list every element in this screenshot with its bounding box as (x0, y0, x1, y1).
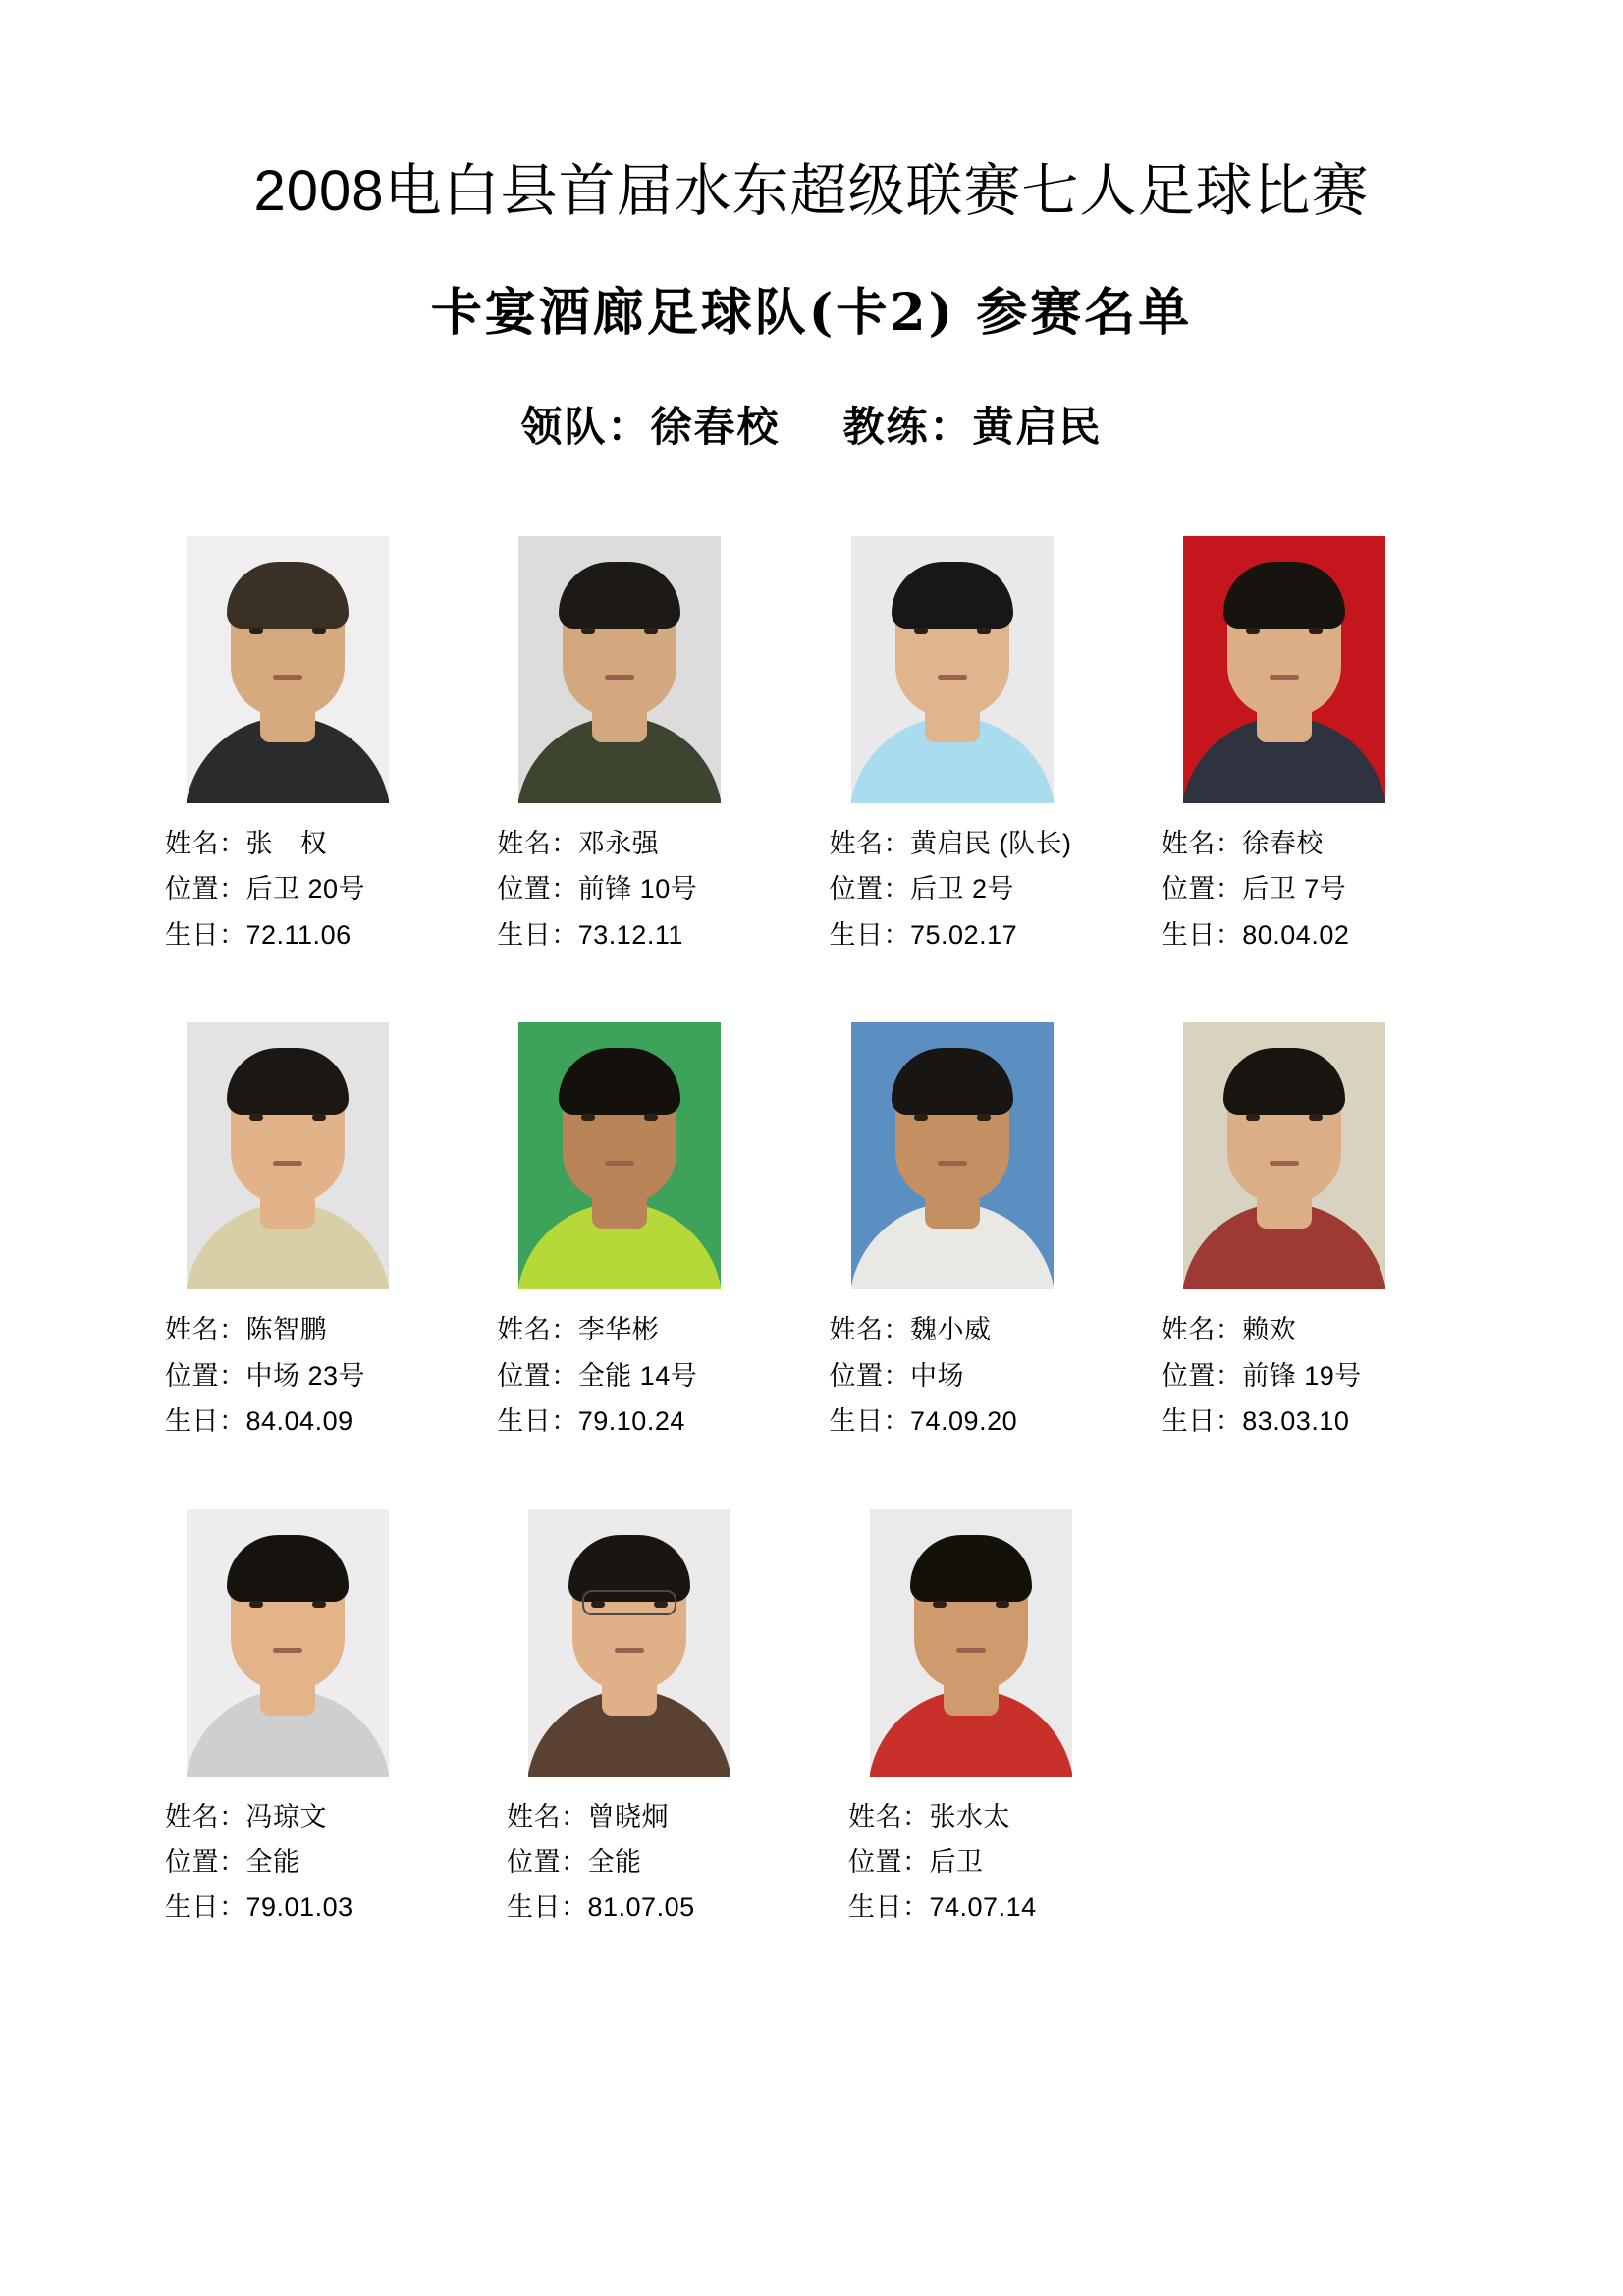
player-birthday: 73.12.11 (577, 919, 683, 950)
player-position-row (497, 866, 811, 911)
player-card (489, 1492, 831, 1931)
player-photo-wrap (840, 1492, 1172, 1777)
player-photo (187, 1509, 389, 1777)
player-birthday-row (497, 912, 811, 957)
name-label: 姓名： (829, 1315, 910, 1345)
name-label: 姓名： (507, 1801, 588, 1831)
player-position: 前锋 19号 (1242, 1360, 1362, 1391)
glasses-icon (582, 1590, 676, 1615)
player-name-row (1162, 821, 1476, 866)
player-info (1154, 821, 1476, 957)
birthday-label: 生日： (165, 1406, 246, 1437)
player-birthday-row (497, 1398, 811, 1444)
player-row (147, 1492, 1476, 1931)
player-name: 魏小威 (910, 1315, 992, 1345)
player-birthday-row (848, 1885, 1172, 1930)
team-subtitle: 卡宴酒廊足球队(卡2) 参赛名单 (430, 282, 1193, 343)
name-label: 姓名： (829, 828, 910, 858)
player-position-row (507, 1839, 831, 1885)
player-photo (518, 1022, 721, 1289)
player-birthday-row (830, 912, 1144, 957)
player-birthday: 74.09.20 (910, 1406, 1018, 1437)
player-name: 张 权 (245, 828, 327, 858)
player-name-row (165, 1307, 479, 1352)
player-position: 前锋 10号 (577, 874, 698, 904)
name-label: 姓名： (1161, 1315, 1243, 1345)
player-card (147, 519, 479, 957)
player-card (812, 1005, 1144, 1444)
coach-name: 黄启民 (972, 403, 1103, 450)
birthday-label: 生日： (1161, 919, 1243, 950)
player-birthday-row (507, 1885, 831, 1930)
leader-label: 领队： (520, 403, 651, 450)
player-birthday-row (165, 1398, 479, 1444)
player-position: 全能 (587, 1847, 642, 1878)
player-position-row (830, 866, 1144, 911)
player-birthday-row (165, 912, 479, 957)
player-photo-wrap (489, 1005, 811, 1289)
player-position-row (165, 1839, 489, 1885)
player-birthday: 81.07.05 (587, 1892, 695, 1923)
player-birthday: 83.03.10 (1242, 1406, 1350, 1437)
player-position-row (830, 1353, 1144, 1398)
player-photo-wrap (157, 519, 479, 803)
player-card (1144, 1005, 1476, 1444)
player-position: 后卫 2号 (910, 874, 1015, 904)
player-birthday: 74.07.14 (929, 1892, 1037, 1923)
birthday-label: 生日： (497, 919, 578, 950)
player-info (840, 1794, 1172, 1931)
player-photo (851, 1022, 1054, 1289)
player-photo-wrap (822, 1005, 1144, 1289)
player-birthday-row (1162, 912, 1476, 957)
player-name-row (507, 1794, 831, 1839)
player-info (489, 1307, 811, 1444)
name-label: 姓名： (165, 1801, 246, 1831)
player-row (147, 1005, 1476, 1444)
player-card (479, 1005, 811, 1444)
player-photo-wrap (822, 519, 1144, 803)
player-name-row (1162, 1307, 1476, 1352)
player-birthday: 72.11.06 (245, 919, 352, 950)
player-card (831, 1492, 1172, 1931)
player-name: 曾晓炯 (587, 1801, 669, 1831)
player-position-row (848, 1839, 1172, 1885)
player-info (1154, 1307, 1476, 1444)
birthday-label: 生日： (165, 919, 246, 950)
position-label: 位置： (829, 1360, 910, 1391)
player-photo (187, 1022, 389, 1289)
player-name-row (165, 821, 479, 866)
name-label: 姓名： (1161, 828, 1243, 858)
player-position-row (165, 866, 479, 911)
player-photo (1183, 536, 1385, 803)
player-position-row (1162, 1353, 1476, 1398)
birthday-label: 生日： (165, 1892, 246, 1923)
position-label: 位置： (497, 1360, 578, 1391)
player-info (157, 821, 479, 957)
name-label: 姓名： (165, 828, 246, 858)
player-name: 赖欢 (1242, 1315, 1297, 1345)
player-position-row (497, 1353, 811, 1398)
player-name-row (848, 1794, 1172, 1839)
player-photo (851, 536, 1054, 803)
player-photo-wrap (157, 1492, 489, 1777)
player-position: 后卫 7号 (1242, 874, 1347, 904)
position-label: 位置： (829, 874, 910, 904)
player-photo (518, 536, 721, 803)
player-card (479, 519, 811, 957)
position-label: 位置： (507, 1847, 588, 1878)
player-name-row (830, 821, 1144, 866)
player-card (1144, 519, 1476, 957)
player-card (812, 519, 1144, 957)
player-info (157, 1794, 489, 1931)
player-position: 全能 (245, 1847, 300, 1878)
birthday-label: 生日： (497, 1406, 578, 1437)
player-birthday: 80.04.02 (1242, 919, 1350, 950)
name-label: 姓名： (848, 1801, 930, 1831)
birthday-label: 生日： (848, 1892, 930, 1923)
birthday-label: 生日： (829, 1406, 910, 1437)
position-label: 位置： (165, 874, 246, 904)
player-name-row (830, 1307, 1144, 1352)
birthday-label: 生日： (829, 919, 910, 950)
player-photo-wrap (1154, 1005, 1476, 1289)
player-card (147, 1492, 489, 1931)
player-birthday: 79.01.03 (245, 1892, 353, 1923)
player-position: 后卫 20号 (245, 874, 366, 904)
player-position: 全能 14号 (577, 1360, 698, 1391)
page-title: 2008电白县首届水东超级联赛七人足球比赛 (253, 159, 1370, 223)
player-grid (147, 519, 1476, 1931)
player-info (489, 821, 811, 957)
player-name: 黄启民 (队长) (910, 828, 1072, 858)
position-label: 位置： (1161, 1360, 1243, 1391)
player-name: 李华彬 (577, 1315, 660, 1345)
player-birthday: 79.10.24 (577, 1406, 685, 1437)
staff-line (147, 395, 1476, 454)
player-photo (528, 1509, 730, 1777)
player-photo-wrap (489, 519, 811, 803)
name-label: 姓名： (165, 1315, 246, 1345)
player-birthday: 84.04.09 (245, 1406, 353, 1437)
player-info (157, 1307, 479, 1444)
player-photo-wrap (157, 1005, 479, 1289)
player-name-row (497, 821, 811, 866)
player-photo (1183, 1022, 1385, 1289)
player-name-row (497, 1307, 811, 1352)
position-label: 位置： (497, 874, 578, 904)
player-photo-wrap (1154, 519, 1476, 803)
birthday-label: 生日： (1161, 1406, 1243, 1437)
player-photo (870, 1509, 1072, 1777)
birthday-label: 生日： (507, 1892, 588, 1923)
player-info (499, 1794, 831, 1931)
player-name: 冯琼文 (245, 1801, 327, 1831)
player-name: 徐春校 (1242, 828, 1324, 858)
position-label: 位置： (1161, 874, 1243, 904)
player-birthday-row (830, 1398, 1144, 1444)
player-birthday-row (165, 1885, 489, 1930)
player-name: 张水太 (929, 1801, 1010, 1831)
position-label: 位置： (848, 1847, 930, 1878)
player-name: 邓永强 (577, 828, 660, 858)
player-position: 中场 (910, 1360, 964, 1391)
player-info (822, 1307, 1144, 1444)
player-name: 陈智鹏 (245, 1315, 327, 1345)
position-label: 位置： (165, 1360, 246, 1391)
player-info (822, 821, 1144, 957)
player-position: 中场 23号 (245, 1360, 366, 1391)
player-position-row (165, 1353, 479, 1398)
player-row (147, 519, 1476, 957)
player-photo-wrap (499, 1492, 831, 1777)
coach-label: 教练： (842, 403, 973, 450)
name-label: 姓名： (497, 1315, 578, 1345)
name-label: 姓名： (497, 828, 578, 858)
position-label: 位置： (165, 1847, 246, 1878)
player-position-row (1162, 866, 1476, 911)
player-position: 后卫 (929, 1847, 984, 1878)
player-photo (187, 536, 389, 803)
player-name-row (165, 1794, 489, 1839)
leader-name: 徐春校 (650, 403, 781, 450)
player-birthday-row (1162, 1398, 1476, 1444)
player-birthday: 75.02.17 (910, 919, 1018, 950)
player-card (147, 1005, 479, 1444)
